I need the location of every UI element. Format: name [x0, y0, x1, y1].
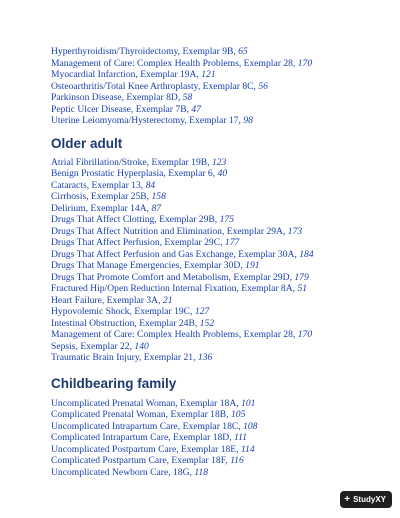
- entry-title: Uncomplicated Intrapartum Care, Exemplar 18C: [51, 420, 239, 432]
- top-entry-list: [51, 46, 394, 127]
- entry-page-number: 127: [194, 306, 210, 317]
- entry-page-number: 84: [145, 179, 156, 191]
- older-adult-entry-list: [51, 157, 394, 364]
- entry-page-number: 105: [230, 409, 246, 420]
- entry-title: Uncomplicated Prenatal Woman, Exemplar 18A: [51, 397, 237, 409]
- index-entry-link[interactable]: Heart Failure, Exemplar 3A, 21: [51, 294, 173, 306]
- index-entry-link[interactable]: Cataracts, Exemplar 13, 84: [51, 179, 156, 191]
- entry-title: Drugs That Affect Nutrition and Elimination, Exemplar 29A: [51, 225, 283, 237]
- entry-page-number: 21: [162, 294, 173, 306]
- entry-title: Complicated Postpartum Care, Exemplar 18F: [51, 455, 226, 466]
- index-entry-link[interactable]: Uterine Leiomyoma/Hysterectomy, Exemplar 17, 98: [51, 115, 253, 126]
- entry-title: Sepsis, Exemplar 22: [51, 340, 130, 352]
- entry-title: Complicated Intrapartum Care, Exemplar 18D: [51, 432, 230, 443]
- entry-title: Drugs That Promote Comfort and Metabolism, Exemplar 29D: [51, 271, 290, 283]
- index-entry-link[interactable]: Traumatic Brain Injury, Exemplar 21, 136: [51, 352, 213, 363]
- index-entry-link[interactable]: Atrial Fibrillation/Stroke, Exemplar 19B, 123: [51, 156, 227, 168]
- entry-title: Management of Care: Complex Health Problems, Exemplar 28: [51, 57, 293, 69]
- entry-title: Intestinal Obstruction, Exemplar 24B: [51, 317, 195, 329]
- entry-title: Delirium, Exemplar 14A: [51, 202, 147, 214]
- entry-page-number: 40: [217, 168, 228, 179]
- index-entry-link[interactable]: Hypovolemic Shock, Exemplar 19C, 127: [51, 306, 210, 317]
- index-entry-link[interactable]: Management of Care: Complex Health Problems, Exemplar 28, 170: [51, 329, 313, 340]
- entry-title: Benign Prostatic Hyperplasia, Exemplar 6: [51, 168, 213, 179]
- entry-title: Drugs That Affect Perfusion, Exemplar 29C: [51, 237, 221, 248]
- entry-page-number: 140: [134, 340, 149, 352]
- entry-page-number: 114: [240, 443, 255, 455]
- entry-page-number: 152: [199, 317, 215, 329]
- entry-title: Hypovolemic Shock, Exemplar 19C: [51, 306, 191, 317]
- index-entry-link[interactable]: Intestinal Obstruction, Exemplar 24B, 152: [51, 317, 215, 329]
- entry-page-number: 118: [194, 466, 209, 478]
- entry-page-number: 177: [224, 237, 240, 248]
- entry-page-number: 123: [211, 156, 227, 168]
- entry-page-number: 175: [219, 214, 234, 225]
- entry-page-number: 98: [243, 115, 253, 126]
- entry-page-number: 111: [234, 432, 247, 443]
- entry-title: Hyperthyroidism/Thyroidectomy, Exemplar 9B: [51, 46, 234, 57]
- index-entry-link[interactable]: Complicated Prenatal Woman, Exemplar 18B, 105: [51, 409, 246, 420]
- index-entry-link[interactable]: Uncomplicated Intrapartum Care, Exemplar 18C, 108: [51, 420, 258, 432]
- entry-title: Peptic Ulcer Disease, Exemplar 7B: [51, 103, 187, 115]
- entry-page-number: 51: [297, 283, 308, 294]
- entry-page-number: 136: [197, 352, 213, 363]
- entry-title: Traumatic Brain Injury, Exemplar 21: [51, 352, 194, 363]
- index-entry-link[interactable]: Drugs That Affect Nutrition and Elimination, Exemplar 29A, 173: [51, 225, 303, 237]
- index-entry-link[interactable]: Drugs That Promote Comfort and Metabolism, Exemplar 29D, 179: [51, 271, 309, 283]
- index-entry-link[interactable]: Uncomplicated Prenatal Woman, Exemplar 18A, 101: [51, 397, 256, 409]
- index-entry-link[interactable]: Uncomplicated Postpartum Care, Exemplar 18E, 114: [51, 443, 255, 455]
- index-entry-link[interactable]: Complicated Intrapartum Care, Exemplar 18D, 111: [51, 432, 247, 443]
- entry-title: Myocardial Infarction, Exemplar 19A: [51, 69, 197, 80]
- childbearing-family-entry-list: [51, 398, 394, 479]
- entry-page-number: 47: [191, 103, 201, 115]
- index-entry-link[interactable]: Peptic Ulcer Disease, Exemplar 7B, 47: [51, 103, 201, 115]
- index-entry-link[interactable]: Parkinson Disease, Exemplar 8D, 58: [51, 92, 193, 103]
- entry-title: Cirrhosis, Exemplar 25B: [51, 191, 147, 202]
- index-entry-link[interactable]: Benign Prostatic Hyperplasia, Exemplar 6, 40: [51, 168, 228, 179]
- entry-title: Management of Care: Complex Health Problems, Exemplar 28: [51, 329, 293, 340]
- entry-title: Atrial Fibrillation/Stroke, Exemplar 19B: [51, 156, 208, 168]
- entry-page-number: 173: [287, 225, 303, 237]
- index-entry-link[interactable]: Myocardial Infarction, Exemplar 19A, 121: [51, 69, 216, 80]
- index-page: [51, 46, 394, 478]
- entry-page-number: 108: [243, 420, 258, 432]
- index-entry-link[interactable]: Osteoarthritis/Total Knee Arthroplasty, Exemplar 8C, 56: [51, 80, 268, 92]
- entry-title: Cataracts, Exemplar 13: [51, 179, 141, 191]
- entry-title: Drugs That Affect Perfusion and Gas Exchange, Exemplar 30A: [51, 248, 295, 260]
- entry-page-number: 158: [151, 191, 166, 202]
- index-entry-link[interactable]: Uncomplicated Newborn Care, 18G, 118: [51, 466, 209, 478]
- entry-title: Uterine Leiomyoma/Hysterectomy, Exemplar 17: [51, 115, 239, 126]
- entry-page-number: 101: [241, 397, 256, 409]
- entry-title: Drugs That Affect Clotting, Exemplar 29B: [51, 214, 215, 225]
- entry-title: Complicated Prenatal Woman, Exemplar 18B: [51, 409, 227, 420]
- index-entry-link[interactable]: Drugs That Manage Emergencies, Exemplar 30D, 191: [51, 260, 260, 271]
- entry-title: Heart Failure, Exemplar 3A: [51, 294, 159, 306]
- entry-page-number: 58: [182, 92, 193, 103]
- entry-title: Parkinson Disease, Exemplar 8D: [51, 92, 178, 103]
- index-entry-link[interactable]: Drugs That Affect Clotting, Exemplar 29B, 175: [51, 214, 234, 225]
- plus-icon: +: [344, 493, 351, 505]
- entry-title: Drugs That Manage Emergencies, Exemplar 30D: [51, 260, 241, 271]
- entry-page-number: 65: [238, 46, 248, 57]
- entry-page-number: 170: [297, 57, 313, 69]
- index-entry-link[interactable]: Drugs That Affect Perfusion and Gas Exchange, Exemplar 30A, 184: [51, 248, 314, 260]
- index-entry-link[interactable]: Management of Care: Complex Health Problems, Exemplar 28, 170: [51, 57, 313, 69]
- entry-page-number: 191: [245, 260, 260, 271]
- entry-page-number: 179: [294, 271, 309, 283]
- entry-page-number: 87: [151, 202, 162, 214]
- entry-page-number: 116: [230, 455, 244, 466]
- badge-label: StudyXY: [353, 495, 386, 504]
- studyxy-badge[interactable]: [340, 491, 392, 508]
- index-entry-link[interactable]: Complicated Postpartum Care, Exemplar 18F, 116: [51, 455, 244, 466]
- entry-title: Osteoarthritis/Total Knee Arthroplasty, Exemplar 8C: [51, 80, 254, 92]
- section-heading-older-adult: Older adult: [51, 135, 123, 151]
- index-entry-link[interactable]: Drugs That Affect Perfusion, Exemplar 29C, 177: [51, 237, 240, 248]
- section-heading-childbearing-family: Childbearing family: [51, 375, 177, 391]
- entry-page-number: 121: [201, 69, 216, 80]
- entry-title: Uncomplicated Newborn Care, 18G: [51, 466, 190, 478]
- entry-page-number: 56: [258, 80, 268, 92]
- entry-title: Fractured Hip/Open Reduction Internal Fixation, Exemplar 8A: [51, 283, 293, 294]
- index-entry-link[interactable]: Delirium, Exemplar 14A, 87: [51, 202, 162, 214]
- index-entry-link[interactable]: Hyperthyroidism/Thyroidectomy, Exemplar 9B, 65: [51, 46, 248, 57]
- index-entry-link[interactable]: Cirrhosis, Exemplar 25B, 158: [51, 191, 166, 202]
- index-entry-link[interactable]: Sepsis, Exemplar 22, 140: [51, 340, 149, 352]
- index-entry-link[interactable]: Fractured Hip/Open Reduction Internal Fixation, Exemplar 8A, 51: [51, 283, 308, 294]
- entry-title: Uncomplicated Postpartum Care, Exemplar 18E: [51, 443, 237, 455]
- entry-page-number: 184: [299, 248, 314, 260]
- entry-page-number: 170: [297, 329, 313, 340]
